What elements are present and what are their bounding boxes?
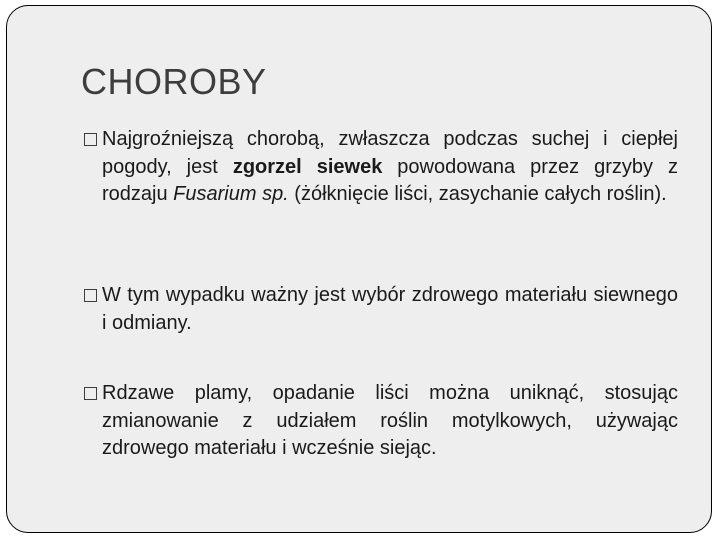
bullet-item — [102, 380, 678, 463]
slide — [6, 5, 712, 533]
bullet-text: powodowana przez grzyby z rodzaju — [102, 155, 678, 205]
bullet-text: W tym wypadku ważny jest wybór zdrowego materiału siewnego i odmiany. — [102, 284, 678, 334]
bullet-text: Rdzawe plamy, opadanie liści można uniknąć, stosując zmianowanie z udziałem roślin motylkowych, używając zdrowego materiału i wcześnie siejąc. — [102, 382, 678, 459]
bullet-text: (żółknięcie liści, zasychanie całych roślin). — [288, 183, 667, 205]
square-bullet-icon — [84, 133, 97, 146]
slide-title: CHOROBY — [81, 61, 267, 102]
bullet-item — [102, 282, 678, 337]
bullet-text-bold: zgorzel siewek — [232, 155, 383, 178]
square-bullet-icon — [84, 289, 97, 302]
bullet-text-italic: Fusarium sp. — [173, 183, 289, 205]
bullet-item — [102, 126, 678, 209]
square-bullet-icon — [84, 387, 97, 400]
bullet-text: Najgroźniejszą chorobą, zwłaszcza podczas suchej i ciepłej pogody, jest — [102, 128, 678, 178]
